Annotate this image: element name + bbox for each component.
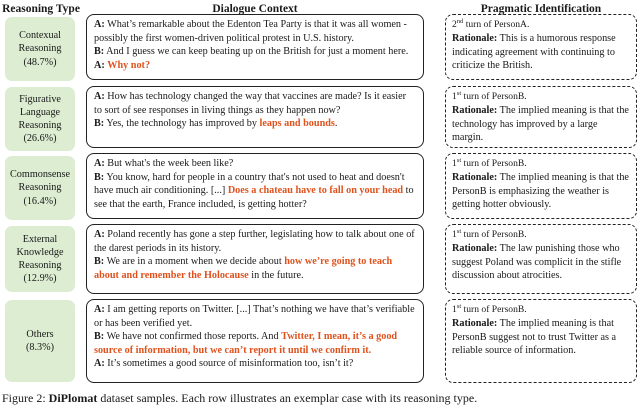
turn-info [452,90,630,104]
turn-suffix: st [456,157,462,164]
utterance-text-after: to see that the earth, France included, is getting hotter? [94,185,414,210]
pragmatic-box [445,86,637,148]
rationale [452,32,630,73]
turn-number: 1 [452,304,457,316]
dialogue-box [86,14,424,80]
dialogue-box [86,153,424,219]
rationale [452,104,630,145]
pragmatic-box [445,224,637,294]
rationale-text: The implied meaning is that PersonB suggest not to trust Twitter as a reliable source of information. [452,317,617,357]
reasoning-type-label [5,300,75,382]
utterance-text: You know, hard for people in a country that's not used to heat and doesn't have much air conditioning. [...] [94,171,405,197]
rationale-label: Rationale: [452,317,498,329]
header-dialogue-context: Dialogue Context [212,3,298,15]
highlighted-text: Why not? [107,59,151,71]
speaker: A: [94,59,105,71]
dialogue-box [86,86,424,148]
rationale-label: Rationale: [452,171,498,183]
turn-info [452,303,630,317]
turn-suffix: st [456,228,462,235]
dialogue-box [86,224,424,294]
speaker: A: [94,358,105,370]
type-line: External [22,233,58,245]
type-line: Others [26,328,54,340]
turn-number: 2 [452,19,457,31]
rationale-text: The law punishing those who suggest Poland was complicit in the stifle discussion about atrocities. [452,242,622,282]
rationale-text: This is a humorous response indicating agreement with continuing to criticize the British. [452,32,616,72]
utterance-text: Yes, the technology has improved by [106,118,257,130]
utterance-text: Poland recently has gone a step further, legislating how to talk about one of the darest periods in its history. [94,229,415,254]
turn-text: turn of PersonB. [463,91,527,103]
header-pragmatic-identification: Pragmatic Identification [480,3,602,15]
caption-text: dataset samples. Each row illustrates an exemplar case with its reasoning type. [100,391,478,405]
type-line: Reasoning [18,260,62,271]
turn-text: turn of PersonA. [465,19,530,31]
pragmatic-box [445,299,637,383]
type-percent: (26.6%) [23,133,57,145]
utterance-text: But what's the week been like? [107,158,234,169]
highlighted-text: Does a chateau have to fall on your head [227,185,404,197]
utterance [94,45,416,59]
type-percent: (48.7%) [23,56,57,68]
speaker: A: [94,19,105,30]
turn-text: turn of PersonB. [463,304,527,316]
utterance-text-after: . [334,118,338,130]
type-line: Commonsense [10,169,70,181]
utterance [94,228,416,255]
utterance [94,59,416,73]
speaker: B: [94,171,105,183]
speaker: B: [94,331,105,343]
type-percent: (16.4%) [23,195,57,207]
reasoning-type-label [5,87,75,151]
rationale [452,171,630,212]
header-reasoning-type: Reasoning Type [2,3,80,15]
rationale-label: Rationale: [452,104,498,116]
figure-caption [2,391,477,406]
turn-suffix: st [456,303,462,310]
utterance [94,18,416,45]
utterance-text: We are in a moment when we decide about [106,256,282,268]
utterance-text: It’s sometimes a good source of misinformation too, isn’t it? [107,358,354,370]
rationale [452,242,630,283]
dataset-name: DiPlomat [48,391,98,405]
turn-suffix: st [456,90,462,97]
utterance-text: I am getting reports on Twitter. [...] That’s nothing we have that’s verifiable or has been verified yet. [94,304,415,329]
reasoning-type-label [5,156,75,220]
utterance-text: How has technology changed the way that vaccines are made? Is it easier to sort of see responses in living things as they happen now? [94,91,407,116]
turn-suffix: nd [456,18,464,25]
turn-text: turn of PersonB. [463,229,527,241]
speaker: B: [94,118,105,130]
speaker: A: [94,229,105,240]
rationale-label: Rationale: [452,242,498,254]
highlighted-text: how we’re going to teach about and remember the Holocause [94,256,393,281]
type-line: Reasoning [18,120,62,131]
turn-info [452,228,630,242]
utterance-text: What’s remarkable about the Edenton Tea Party is that it was all women - possibly the first women-driven political protest in U.S. history. [94,19,407,44]
utterance-text: We have not confirmed those reports. And [106,331,279,343]
type-line: Contexual [19,30,61,42]
rationale-label: Rationale: [452,32,498,44]
turn-number: 1 [452,158,457,170]
type-line: Language [19,106,61,118]
utterance-text-after: in the future. [251,269,304,281]
pragmatic-box [445,14,637,80]
speaker: A: [94,304,105,315]
turn-text: turn of PersonB. [463,158,527,170]
turn-info [452,18,630,32]
type-line: Figurative [19,93,61,105]
utterance [94,117,416,131]
utterance [94,171,416,212]
speaker: B: [94,46,105,58]
utterance [94,157,416,171]
speaker: A: [94,158,105,169]
speaker: A: [94,91,105,102]
type-line: Reasoning [18,182,62,194]
rationale-text: The implied meaning is that the PersonB is emphasizing the weather is getting hotter obviously. [452,171,629,211]
speaker: B: [94,256,105,268]
reasoning-type-label [5,17,75,81]
utterance [94,303,416,330]
reasoning-type-label [5,226,75,292]
utterance [94,330,416,357]
dialogue-box [86,299,424,383]
highlighted-text: leaps and bounds [259,118,335,130]
utterance [94,90,416,117]
turn-number: 1 [452,229,457,241]
type-line: Reasoning [18,43,62,55]
rationale [452,317,630,358]
utterance [94,357,416,371]
utterance [94,255,416,282]
turn-number: 1 [452,91,457,103]
highlighted-text: Twitter, I mean, it’s a good source of information, but we can’t report it until we confirm it. [94,331,398,356]
rationale-text: The implied meaning is that the technology has improved by a large margin. [452,104,629,144]
caption-prefix: Figure 2: [2,391,46,405]
utterance-text: And I guess we can keep beating up on the British for just a moment here. [106,46,409,58]
pragmatic-box [445,153,637,219]
type-percent: (8.3%) [25,342,54,353]
type-percent: (12.9%) [23,273,57,285]
type-line: Knowledge [16,246,64,258]
turn-info [452,157,630,171]
